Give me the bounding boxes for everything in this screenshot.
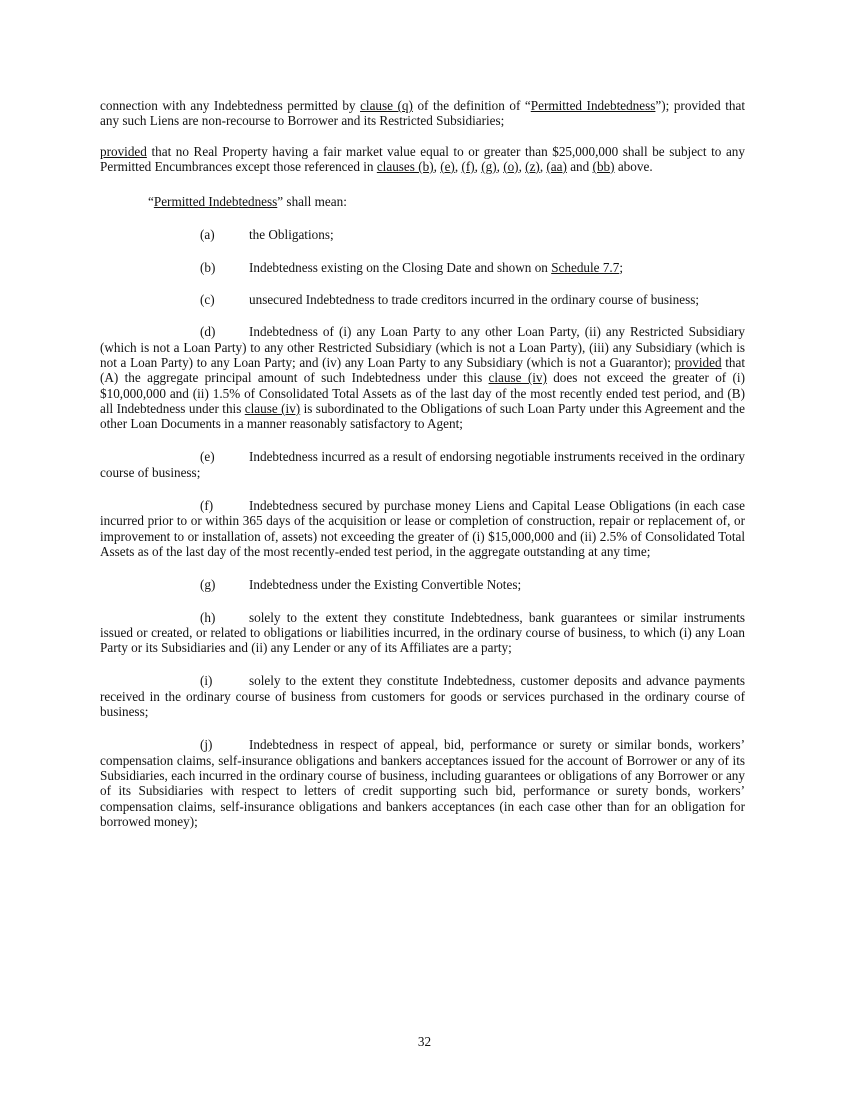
item-text: Indebtedness incurred as a result of endorsing negotiable instruments received in the ordinary course of business;	[100, 449, 745, 480]
paragraph-real-property-proviso: provided that no Real Property having a fair market value equal to or greater than $25,000,000 shall be subject to any Permitted Encumbrances except those referenced in clauses (b), (e), (f), (g), (o), (z), (aa) and (bb) above.	[100, 143, 745, 174]
schedule-reference: Schedule 7.7	[551, 259, 620, 275]
item-text: unsecured Indebtedness to trade creditors incurred in the ordinary course of business;	[249, 292, 700, 308]
list-item-b: (b) Indebtedness existing on the Closing Date and shown on Schedule 7.7;	[200, 259, 623, 275]
clause-reference: (f)	[461, 158, 475, 174]
permitted-indebtedness-reference: Permitted Indebtedness	[530, 98, 656, 113]
clause-reference: (g)	[481, 158, 497, 174]
text-span: that no Real Property having a fair market value equal to or greater than $25,000,000 shall be subject to any Permitted Encumbrances except those referenced in	[100, 143, 745, 174]
clause-reference: clause (iv)	[488, 370, 547, 386]
clause-reference: clause (iv)	[244, 400, 301, 416]
item-label: (g)	[200, 577, 216, 593]
clause-reference: (bb)	[592, 158, 615, 174]
item-label: (h)	[200, 609, 216, 625]
item-text: Indebtedness existing on the Closing Date and shown on	[249, 259, 552, 275]
item-label: (d)	[200, 324, 216, 340]
clause-reference: (aa)	[546, 158, 567, 174]
item-text: solely to the extent they constitute Indebtedness, bank guarantees or similar instruments issued or created, or related to obligations or liabilities incurred, in the ordinary course of business, to which (i) any Loan Party or its Subsidiaries and (ii) any Lender or any of its Affiliates are a party;	[100, 609, 745, 656]
list-item-e	[100, 449, 745, 480]
item-label: (f)	[200, 498, 214, 514]
clause-reference: clauses (b)	[376, 158, 434, 174]
text-span: of the definition of “	[412, 98, 531, 113]
list-item-d: (d) Indebtedness of (i) any Loan Party to any other Loan Party, (ii) any Restricted Subsidiary (which is not a Loan Party) to any other Restricted Subsidiary (which is not a Loan Party), (iii) any Subsidiary (which is not a Loan Party) to any Loan Party; and (iv) any Loan Party to any Subsidiary (which is not a Guarantor); provided that (A) the aggregate principal amount of such Indebtedness under this clause (iv) does not exceed the greater of (i) $10,000,000 and (ii) 1.5% of Consolidated Total Assets as of the last day of the most recently ended test period, and (B) all Indebtedness under this clause (iv) is subordinated to the Obligations of such Loan Party under this Agreement and the other Loan Documents in a manner reasonably satisfactory to Agent;	[100, 324, 746, 432]
clause-q-reference: clause (q)	[360, 98, 413, 113]
list-item-i	[100, 673, 745, 719]
clause-reference: (o)	[503, 158, 519, 174]
item-label: (e)	[200, 449, 215, 465]
list-item-c	[100, 292, 745, 307]
item-text: solely to the extent they constitute Indebtedness, customer deposits and advance payments received in the ordinary course of business from customers for goods or services purchased in the ordinary course of business;	[100, 673, 745, 720]
provided-term: provided	[100, 143, 147, 159]
list-item-a	[100, 227, 745, 242]
list-item-f	[100, 498, 745, 559]
item-label: (a)	[200, 227, 215, 243]
list-item-j	[100, 737, 745, 829]
item-text: Indebtedness under the Existing Convertible Notes;	[249, 577, 522, 593]
item-text: Indebtedness secured by purchase money Liens and Capital Lease Obligations (in each case incurred prior to or within 365 days of the acquisition or lease or completion of construction, repair or replacement of, or improvement to or installation of, assets) not exceeding the greater of (i) $15,000,000 and (ii) 2.5% of Consolidated Total Assets as of the last day of the most recently-ended test period, in the aggregate outstanding at any time;	[100, 498, 745, 559]
clause-reference: (e)	[440, 158, 455, 174]
list-item-h	[100, 610, 745, 656]
item-label: (j)	[200, 737, 213, 753]
item-text: Indebtedness in respect of appeal, bid, performance or surety or similar bonds, workers’ compensation claims, self-insurance obligations and bankers acceptances issued for the account of Borrower or any of its Subsidiaries, each incurred in the ordinary course of business, including guarantees or obligations of any Borrower or any of its Subsidiaries with respect to letters of credit supporting such bid, performance or surety bonds, workers’ compensation claims, self-insurance obligations and bankers acceptances (in each case other than for an obligation for borrowed money);	[100, 737, 745, 829]
defined-term: Permitted Indebtedness	[153, 194, 278, 210]
page-number: 32	[417, 1034, 432, 1049]
item-text: the Obligations;	[249, 227, 334, 243]
definition-heading: “Permitted Indebtedness” shall mean:	[148, 194, 347, 210]
item-label: (c)	[200, 292, 215, 308]
text-span: ”); provided that any such Liens are non-recourse to Borrower and its Restricted Subsidiaries;	[100, 98, 746, 129]
paragraph-liens-continuation	[100, 98, 745, 129]
provided-term: provided	[674, 354, 722, 370]
clause-reference: (z)	[525, 158, 540, 174]
list-item-g	[100, 577, 745, 592]
text-span: connection with any Indebtedness permitted by	[100, 98, 361, 113]
document-page	[100, 98, 745, 844]
item-label: (i)	[200, 673, 213, 689]
item-label: (b)	[200, 259, 216, 275]
